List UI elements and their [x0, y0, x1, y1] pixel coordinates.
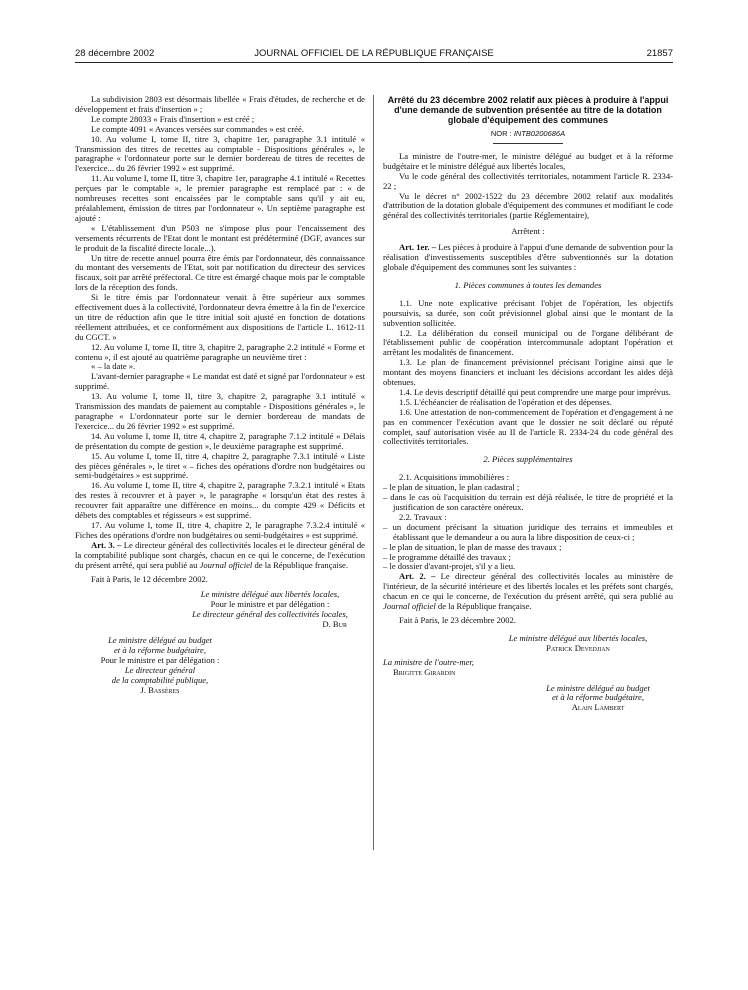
paragraph: Un titre de recette annuel pourra être émis par l'ordonnateur, dès connaissance du montant des versements de l'Etat, soit par notification du directeur des services fiscaux, soit par arrêté préfectoral. Ce titre est émargé chaque mois par le comptable lors de la réception des fonds. [75, 252, 365, 293]
paragraph: Le compte 28033 « Frais d'insertion » est créé ; [91, 113, 255, 124]
paragraph: Si le titre émis par l'ordonnateur venait à être supérieur aux sommes effectivement dues à la collectivité, l'ordonnateur devra émettre à la fin de l'exercice un titre de réduction afin que le titre initial soit ajusté en fonction de dotations réellement attribuées, et ce conformément aux dispositions de l'article L. 1612-11 du CGCT. » [75, 292, 365, 342]
nor-reference: NOR : INTB0200686A [490, 129, 566, 138]
paragraph: 1.2. La délibération du conseil municipal ou de l'organe délibérant de l'établissement public de coopération intercommunale adoptant l'opération et arrêtant les modalités de financement. [383, 327, 673, 358]
signatory-name: Alain Lambert [571, 702, 625, 713]
signature-block: La ministre de l'outre-mer, Brigitte Girardin [383, 658, 673, 678]
decree-title: Arrêté du 23 décembre 2002 relatif aux pièces à produire à l'appui d'une demande de subvention présentée au titre de la dotation globale d'équipement des communes [387, 95, 669, 125]
list-item: – le plan de situation, le plan de masse des travaux ; [383, 541, 562, 552]
list-item: – le programme détaillé des travaux ; [383, 551, 511, 562]
signatory-name: Brigitte Girardin [393, 666, 456, 677]
paragraph: 11. Au volume I, tome II, titre 3, chapitre 1er, paragraphe 4.1 intitulé « Recettes perçues par le comptable », le premier paragraphe est remplacé par : « de nombreuses recettes sont encaissées par le comptable sans qu'il y ait eu, préalablement, émission de titres par l'ordonnateur ». Un septième paragraphe est ajouté : [75, 173, 365, 223]
signature-date: Fait à Paris, le 23 décembre 2002. [399, 614, 516, 625]
list-item: – un document précisant la situation juridique des terrains et immeubles et établissant que le demandeur a ou aura la libre disposition de ceux-ci ; [383, 521, 673, 542]
signatory-name: Patrick Devedjian [546, 642, 610, 653]
paragraph: « L'établissement d'un P503 ne s'impose plus pour l'encaissement des versements récurrents de l'Etat dont le montant est prédéterminé (DGF, avances sur le produit de la fiscalité directe locale...). [75, 222, 365, 253]
paragraph: Le compte 4091 « Avances versées sur commandes » est créé. [91, 123, 304, 134]
paragraph: « – la date ». [91, 361, 136, 372]
paragraph: 1.4. Le devis descriptif détaillé qui peut comprendre une marge pour imprévus. [399, 386, 671, 397]
signature-block: Le ministre délégué aux libertés locales, Pour le ministre et par délégation : Le directeur général des collectivités locales, D. Bur [75, 590, 365, 630]
article-label: Art. 2. – [399, 571, 436, 582]
list-item: – dans le cas où l'acquisition du terrain est déjà réalisée, le titre de propriété et la justification de son caractère onéreux. [383, 492, 673, 512]
paragraph: 2.2. Travaux : [399, 511, 447, 522]
paragraph: 13. Au volume I, tome II, titre 3, chapitre 2, paragraphe 3.1 intitulé « Transmission des mandats de paiement au comptable - Dispositions générales », le paragraphe « L'ordonnateur porte sur le dernier bordereau de mandats de l'exercice... du 26 février 1992 » est supprimé. [75, 391, 365, 431]
paragraph: Vu le décret n° 2002-1522 du 23 décembre 2002 relatif aux modalités d'attribution de la dotation globale d'équipement des communes et modifiant le code général des collectivités territoriales (partie Réglementaire), [383, 190, 673, 221]
journal-title: JOURNAL OFFICIEL DE LA RÉPUBLIQUE FRANÇAISE [254, 48, 494, 59]
article-3: Art. 3. – Le directeur général des collectivités locales et le directeur général de la comptabilité publique sont chargés, chacun en ce qui le concerne, de l'exécution du présent arrêté, qui sera publié au Journal officiel de la République française. [75, 539, 365, 570]
left-column [75, 95, 365, 695]
paragraph: 15. Au volume I, tome II, titre 4, chapitre 2, paragraphe 7.3.1 intitulé « Liste des pièces générales », le tiret « – fiches des opérations d'ordre non budgétaires ou semi-budgétaires » est supprimé. [75, 450, 365, 481]
list-item: – le plan de situation, le plan cadastral ; [383, 482, 520, 493]
section-heading: 2. Pièces supplémentaires [483, 454, 573, 465]
paragraph: L'avant-dernier paragraphe « Le mandat est daté et signé par l'ordonnateur » est supprimé. [75, 371, 365, 392]
paragraph: 1.1. Une note explicative précisant l'objet de l'opération, les objectifs poursuivis, sa durée, son coût prévisionnel global ainsi que le montant de la subvention sollicitée. [383, 297, 673, 328]
right-column [383, 95, 673, 713]
signature-block: Le ministre délégué au budget et à la réforme budgétaire, Pour le ministre et par délégation : Le directeur général de la comptabilité publique, J. Bassères [75, 636, 245, 695]
paragraph: 1.3. Le plan de financement prévisionnel précisant l'origine ainsi que le montant des moyens financiers et incluant les décisions accordant les aides déjà obtenues. [383, 357, 673, 388]
paragraph: 16. Au volume I, tome II, titre 4, chapitre 2, paragraphe 7.3.2.1 intitulé « Etats des restes à recouvrer et à payer », le paragraphe « lorsqu'un état des restes à recouvrer fait apparaître une différence en moins... du compte 429 « Déficits et débets des comptables et régisseurs » est supprimé. [75, 480, 365, 521]
section-heading: 1. Pièces communes à toutes les demandes [454, 279, 602, 290]
column-divider [373, 95, 374, 850]
article-1: Art. 1er. – Les pièces à produire à l'appui d'une demande de subvention pour la réalisation d'investissements susceptibles d'être subventionnés sur la dotation globale d'équipement des communes sont les suivantes : [383, 242, 673, 272]
header-date: 28 décembre 2002 [75, 48, 155, 59]
paragraph: 10. Au volume I, tome II, titre 3, chapitre 1er, paragraphe 3.1 intitulé « Transmission des titres de recettes au comptable - Dispositions générales », le paragraphe « l'ordonnateur porte sur le dernier bordereau de titres de recettes de l'exercice... du 26 février 1992 » est supprimé. [75, 133, 365, 174]
paragraph: 14. Au volume I, tome II, titre 4, chapitre 2, paragraphe 7.1.2 intitulé « Délais de présentation du compte de gestion », le deuxième paragraphe est supprimé. [75, 430, 365, 451]
paragraph: 17. Au volume I, tome II, titre 4, chapitre 2, le paragraphe 7.3.2.4 intitulé « Fiches des opérations d'ordre non budgétaires ou semi-budgétaires » est supprimé. [75, 519, 365, 540]
paragraph: 1.5. L'échéancier de réalisation de l'opération et des dépenses. [399, 396, 612, 407]
article-label: Art. 1er. – [399, 242, 436, 253]
arretent-heading: Arrêtent : [511, 226, 545, 237]
article-label: Art. 3. – [91, 539, 122, 550]
header-rule [75, 62, 673, 63]
paragraph: La subdivision 2803 est désormais libellée « Frais d'études, de recherche et de développement et frais d'insertion » ; [75, 94, 365, 114]
article-2: Art. 2. – Le directeur général des collectivités locales au ministère de l'intérieur, de la sécurité intérieure et des libertés locales et les préfets sont chargés, chacun en ce qui le concerne, de l'exécution du présent arrêté, qui sera publié au Journal officiel de la République française. [383, 571, 673, 612]
list-item: – le dossier d'avant-projet, s'il y a lieu. [383, 561, 516, 572]
signatory-name: D. Bur [322, 619, 347, 630]
paragraph: 2.1. Acquisitions immobilières : [399, 472, 510, 483]
signature-block: Le ministre délégué aux libertés locales, Patrick Devedjian [383, 634, 673, 654]
signature-block: Le ministre délégué au budget et à la réforme budgétaire, Alain Lambert [383, 684, 673, 714]
paragraph: 1.6. Une attestation de non-commencement de l'opération et d'engagement à ne pas en commencer l'exécution avant que le dossier ne soit déclaré ou réputé complet, sauf autorisation visée au II de l'article R. 2334-24 du code général des collectivités territoriales. [383, 406, 673, 447]
page-number: 21857 [646, 48, 673, 59]
paragraph: La ministre de l'outre-mer, le ministre délégué au budget et à la réforme budgétaire et le ministre délégué aux libertés locales, [383, 150, 673, 171]
paragraph: 12. Au volume I, tome II, titre 3, chapitre 2, paragraphe 2.2 intitulé « Forme et contenu », il est ajouté au quatrième paragraphe un neuvième tiret : [75, 341, 365, 362]
signature-date: Fait à Paris, le 12 décembre 2002. [91, 573, 208, 584]
paragraph: Vu le code général des collectivités territoriales, notamment l'article R. 2334-22 ; [383, 170, 673, 191]
signatory-name: J. Bassères [140, 684, 180, 695]
page-header [75, 48, 673, 62]
